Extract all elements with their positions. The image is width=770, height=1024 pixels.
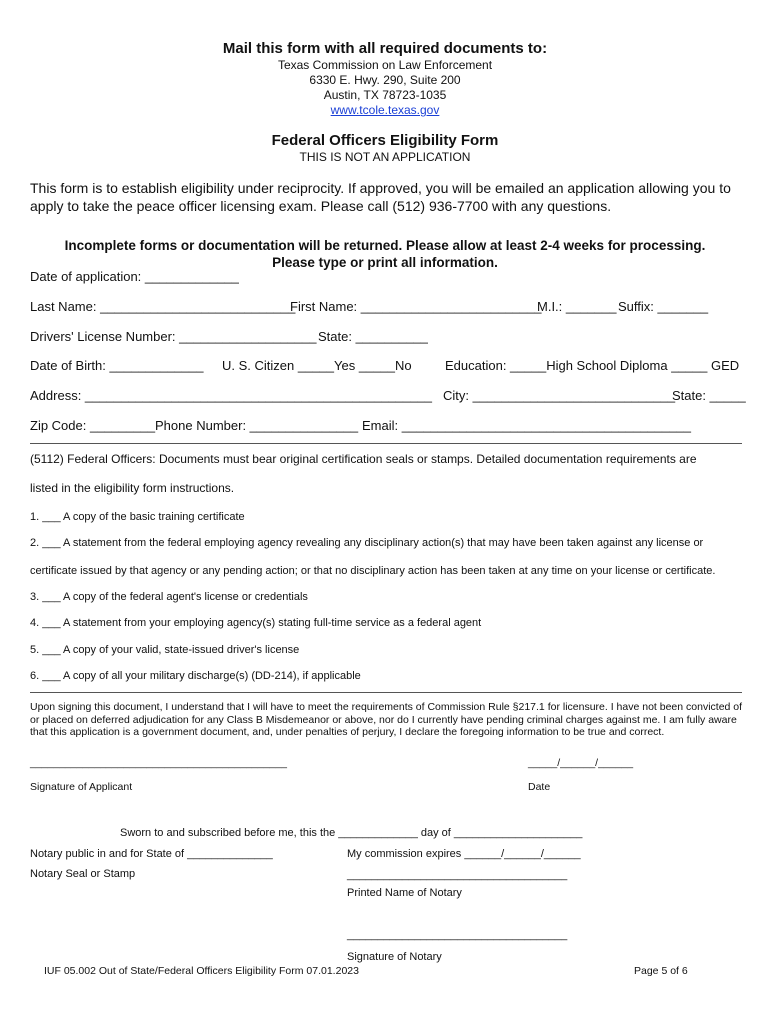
education-field[interactable]: Education: _____High School Diploma _____ GED — [445, 358, 740, 373]
requirement-item-1[interactable]: 1. ___ A copy of the basic training certificate — [30, 511, 245, 523]
email-field[interactable]: Email: ________________________________________ — [362, 418, 691, 433]
suffix-field[interactable]: Suffix: _______ — [618, 299, 709, 314]
address-state-field[interactable]: State: _____ — [672, 388, 746, 403]
warning-line-1: Incomplete forms or documentation will be returned. Please allow at least 2-4 weeks for processing. — [64, 238, 706, 253]
form-id-footer: IUF 05.002 Out of State/Federal Officers Eligibility Form 07.01.2023 — [44, 965, 359, 977]
attestation-paragraph: Upon signing this document, I understand that I will have to meet the requirements of Commission Rule §217.1 for licensure. I have not been convicted of or placed on deferred adjudication for any Class B Misdemeanor or above, nor do I currently have pending criminal charges against me. I am fully aware that this application is a government document, and, under penalties of perjury, I declare the foregoing information to be true and correct. — [30, 701, 743, 738]
applicant-signature-line[interactable]: ____________________________________________ — [30, 757, 287, 769]
date-of-birth-field[interactable]: Date of Birth: _____________ — [30, 358, 204, 373]
address-field[interactable]: Address: ________________________________________________ — [30, 388, 432, 403]
page-number: Page 5 of 6 — [634, 965, 688, 977]
section-divider-top — [30, 443, 742, 444]
requirement-item-3[interactable]: 3. ___ A copy of the federal agent's license or credentials — [30, 591, 308, 603]
notary-signature-label: Signature of Notary — [347, 951, 442, 963]
license-state-field[interactable]: State: __________ — [318, 329, 428, 344]
requirements-intro-line-1: (5112) Federal Officers: Documents must bear original certification seals or stamps. Detailed documentation requirements are — [30, 452, 697, 466]
us-citizen-field[interactable]: U. S. Citizen _____Yes _____No — [222, 358, 412, 373]
signature-date-line[interactable]: _____/______/______ — [528, 757, 634, 769]
date-of-application-field[interactable]: Date of application: _____________ — [30, 269, 239, 284]
warning-line-2: Please type or print all information. — [272, 255, 498, 270]
sworn-statement[interactable]: Sworn to and subscribed before me, this the _____________ day of _____________________ — [120, 827, 583, 839]
date-label: Date — [528, 781, 551, 793]
requirement-item-2-continued: certificate issued by that agency or any pending action; or that no disciplinary action has been taken at any time on your license or certificate. — [30, 565, 716, 577]
requirement-item-5[interactable]: 5. ___ A copy of your valid, state-issued driver's license — [30, 644, 300, 656]
requirement-item-6[interactable]: 6. ___ A copy of all your military discharge(s) (DD-214), if applicable — [30, 670, 361, 682]
middle-initial-field[interactable]: M.I.: _______ — [537, 299, 617, 314]
section-divider-middle — [30, 692, 742, 693]
form-subtitle: THIS IS NOT AN APPLICATION — [299, 150, 471, 164]
notary-signature-line[interactable]: ____________________________________ — [347, 929, 568, 941]
agency-name: Texas Commission on Law Enforcement — [277, 58, 493, 72]
requirement-item-4[interactable]: 4. ___ A statement from your employing agency(s) stating full-time service as a federal agent — [30, 617, 482, 629]
applicant-signature-label: Signature of Applicant — [30, 781, 133, 793]
zip-code-field[interactable]: Zip Code: _________ — [30, 418, 156, 433]
last-name-field[interactable]: Last Name: ___________________________ — [30, 299, 296, 314]
mail-instructions-heading: Mail this form with all required documents to: — [222, 40, 548, 57]
form-title: Federal Officers Eligibility Form — [271, 132, 499, 149]
intro-paragraph: This form is to establish eligibility under reciprocity. If approved, you will be emailed an application allowing you to apply to take the peace officer licensing exam. Please call (512) 936-7700 with any questions. — [30, 180, 731, 214]
notary-seal-label: Notary Seal or Stamp — [30, 868, 136, 880]
notary-state-field[interactable]: Notary public in and for State of ______________ — [30, 848, 273, 860]
commission-expires-field[interactable]: My commission expires ______/______/______ — [347, 848, 581, 860]
agency-street: 6330 E. Hwy. 290, Suite 200 — [309, 73, 461, 87]
drivers-license-field[interactable]: Drivers' License Number: ___________________ — [30, 329, 317, 344]
first-name-field[interactable]: First Name: _________________________ — [290, 299, 542, 314]
requirements-intro-line-2: listed in the eligibility form instructions. — [30, 481, 235, 495]
agency-city: Austin, TX 78723-1035 — [323, 88, 447, 102]
printed-name-label: Printed Name of Notary — [347, 887, 462, 899]
phone-number-field[interactable]: Phone Number: _______________ — [155, 418, 359, 433]
requirement-item-2[interactable]: 2. ___ A statement from the federal employing agency revealing any disciplinary action(s) that may have been taken against any license or — [30, 537, 704, 549]
city-field[interactable]: City: ____________________________ — [443, 388, 676, 403]
printed-name-line[interactable]: ____________________________________ — [347, 869, 568, 881]
agency-website-link[interactable]: www.tcole.texas.gov — [330, 103, 440, 117]
